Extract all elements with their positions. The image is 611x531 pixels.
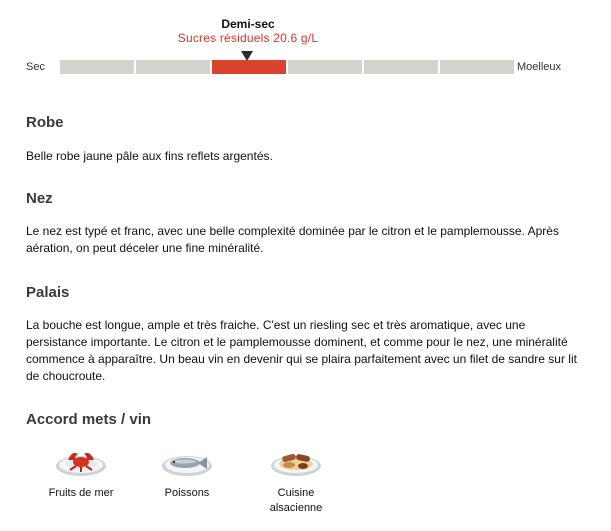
sweetness-segment: [364, 60, 438, 74]
nez-section: [26, 190, 586, 257]
nez-text: Le nez est typé et franc, avec une belle complexité dominée par le citron et le pamplemousse. Après aération, on peut déceler une fine minéralité.: [26, 224, 559, 255]
accord-section: [26, 411, 586, 428]
residual-sugar-label: Sucres résiduels 20.6 g/L: [177, 31, 319, 45]
sweetness-segment-active: [212, 60, 286, 74]
pairing-label: Poissons: [164, 487, 210, 499]
scale-right-label: Moelleux: [517, 61, 562, 73]
lobster-plate-icon: [54, 446, 108, 478]
pairing-label: Cuisine alsacienne: [269, 487, 323, 514]
pairing-list: [26, 446, 586, 526]
sweetness-segment: [136, 60, 210, 74]
accord-heading: Accord mets / vin: [26, 411, 152, 428]
sweetness-bar: [60, 60, 514, 74]
pairing-item[interactable]: [36, 446, 126, 501]
robe-text: Belle robe jaune pâle aux fins reflets argentés.: [26, 149, 273, 163]
pairing-item[interactable]: [256, 446, 336, 516]
sweetness-level-label: Demi-sec: [221, 17, 275, 31]
sweetness-segment: [288, 60, 362, 74]
robe-heading: Robe: [26, 114, 64, 131]
sausage-plate-icon: [269, 446, 323, 478]
scale-left-label: Sec: [26, 61, 45, 73]
sweetness-segment: [440, 60, 514, 74]
palais-text: La bouche est longue, ample et très fraiche. C'est un riesling sec et très aromatique, avec une persistance importante. Le citron et le pamplemousse dominent, et comme pour le nez, une minéralité commence à apparaître. Un beau vin en devenir qui se plaira parfaitement avec un filet de sandre sur lit de choucroute.: [26, 318, 577, 383]
robe-section: [26, 114, 586, 165]
sweetness-segment: [60, 60, 134, 74]
palais-heading: Palais: [26, 284, 70, 301]
fish-plate-icon: [160, 446, 214, 478]
pairing-item[interactable]: [151, 446, 223, 501]
pairing-label: Fruits de mer: [48, 487, 114, 499]
sweetness-scale: [0, 0, 611, 90]
palais-section: [26, 284, 586, 385]
nez-heading: Nez: [26, 190, 53, 207]
